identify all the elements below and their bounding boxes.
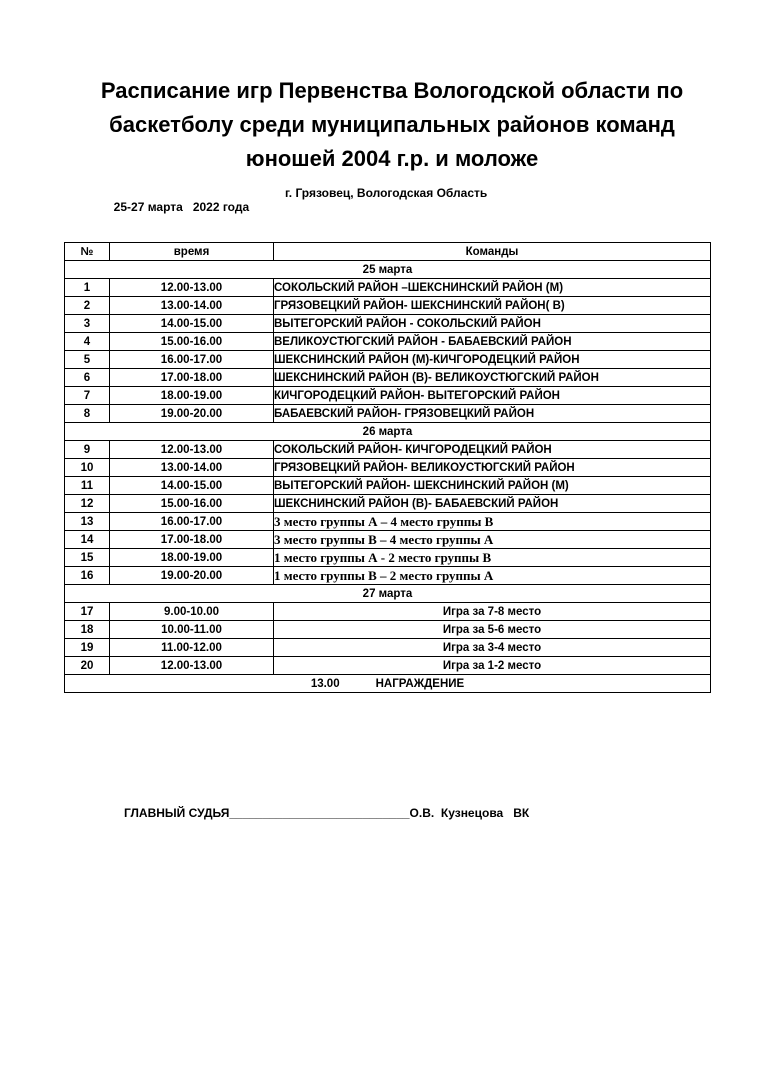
game-row	[65, 405, 711, 423]
game-teams: БАБАЕВСКИЙ РАЙОН- ГРЯЗОВЕЦКИЙ РАЙОН	[274, 405, 711, 423]
game-time: 16.00-17.00	[110, 513, 274, 531]
game-teams: ВЫТЕГОРСКИЙ РАЙОН - СОКОЛЬСКИЙ РАЙОН	[274, 315, 711, 333]
game-time: 18.00-19.00	[110, 387, 274, 405]
game-number: 1	[65, 279, 110, 297]
game-row	[65, 495, 711, 513]
game-row	[65, 477, 711, 495]
game-row	[65, 621, 711, 639]
game-time: 13.00-14.00	[110, 297, 274, 315]
game-row	[65, 333, 711, 351]
header-num: №	[65, 243, 110, 261]
game-row	[65, 279, 711, 297]
event-info	[107, 186, 488, 228]
document-title	[60, 74, 724, 176]
header-time: время	[110, 243, 274, 261]
game-time: 9.00-10.00	[110, 603, 274, 621]
game-row	[65, 639, 711, 657]
game-time: 11.00-12.00	[110, 639, 274, 657]
judge-name: О.В. Кузнецова ВК	[409, 806, 530, 820]
game-row	[65, 531, 711, 549]
game-row	[65, 603, 711, 621]
game-number: 14	[65, 531, 110, 549]
game-row	[65, 315, 711, 333]
game-number: 17	[65, 603, 110, 621]
game-time: 17.00-18.00	[110, 369, 274, 387]
game-number: 20	[65, 657, 110, 675]
game-teams: ВЕЛИКОУСТЮГСКИЙ РАЙОН - БАБАЕВСКИЙ РАЙОН	[274, 333, 711, 351]
game-number: 11	[65, 477, 110, 495]
game-teams: СОКОЛЬСКИЙ РАЙОН –ШЕКСНИНСКИЙ РАЙОН (М)	[274, 279, 711, 297]
game-row	[65, 657, 711, 675]
game-number: 16	[65, 567, 110, 585]
game-number: 5	[65, 351, 110, 369]
game-number: 12	[65, 495, 110, 513]
game-teams: 1 место группы В – 2 место группы А	[274, 567, 711, 585]
game-teams: 1 место группы А - 2 место группы В	[274, 549, 711, 567]
judge-role: ГЛАВНЫЙ СУДЬЯ	[124, 806, 230, 820]
signature-line: ___________________________	[229, 806, 410, 820]
day-heading: 26 марта	[65, 423, 711, 441]
title-line-3: юношей 2004 г.р. и моложе	[245, 146, 539, 171]
day-heading: 27 марта	[65, 585, 711, 603]
game-number: 8	[65, 405, 110, 423]
game-teams: Игра за 3-4 место	[274, 639, 711, 657]
game-number: 7	[65, 387, 110, 405]
game-row	[65, 567, 711, 585]
event-place: г. Грязовец, Вологодская Область	[285, 186, 488, 200]
award-label: НАГРАЖДЕНИЕ	[375, 677, 465, 690]
header-teams: Команды	[274, 243, 711, 261]
game-teams: 3 место группы А – 4 место группы В	[274, 513, 711, 531]
game-teams: ШЕКСНИНСКИЙ РАЙОН (В)- БАБАЕВСКИЙ РАЙОН	[274, 495, 711, 513]
game-row	[65, 459, 711, 477]
game-number: 4	[65, 333, 110, 351]
game-time: 16.00-17.00	[110, 351, 274, 369]
game-number: 10	[65, 459, 110, 477]
game-time: 12.00-13.00	[110, 279, 274, 297]
game-time: 15.00-16.00	[110, 495, 274, 513]
game-teams: ГРЯЗОВЕЦКИЙ РАЙОН- ШЕКСНИНСКИЙ РАЙОН( В)	[274, 297, 711, 315]
date-row	[65, 423, 711, 441]
game-time: 19.00-20.00	[110, 405, 274, 423]
game-row	[65, 369, 711, 387]
game-time: 19.00-20.00	[110, 567, 274, 585]
game-teams: Игра за 5-6 место	[274, 621, 711, 639]
game-teams: ШЕКСНИНСКИЙ РАЙОН (М)-КИЧГОРОДЕЦКИЙ РАЙОН	[274, 351, 711, 369]
judge-signature	[124, 806, 529, 820]
game-row	[65, 387, 711, 405]
schedule-table	[64, 242, 711, 693]
game-number: 19	[65, 639, 110, 657]
game-teams: КИЧГОРОДЕЦКИЙ РАЙОН- ВЫТЕГОРСКИЙ РАЙОН	[274, 387, 711, 405]
game-row	[65, 441, 711, 459]
title-line-2: баскетболу среди муниципальных районов команд	[109, 112, 675, 137]
game-row	[65, 513, 711, 531]
game-time: 18.00-19.00	[110, 549, 274, 567]
game-teams: 3 место группы В – 4 место группы А	[274, 531, 711, 549]
game-teams: ГРЯЗОВЕЦКИЙ РАЙОН- ВЕЛИКОУСТЮГСКИЙ РАЙОН	[274, 459, 711, 477]
game-row	[65, 351, 711, 369]
header-row	[65, 243, 711, 261]
award-row	[65, 675, 711, 693]
event-dates: 25-27 марта 2022 года	[113, 200, 250, 214]
award-cell	[65, 675, 711, 693]
game-teams: Игра за 7-8 место	[274, 603, 711, 621]
game-number: 13	[65, 513, 110, 531]
game-time: 15.00-16.00	[110, 333, 274, 351]
game-teams: ШЕКСНИНСКИЙ РАЙОН (В)- ВЕЛИКОУСТЮГСКИЙ РАЙОН	[274, 369, 711, 387]
game-time: 13.00-14.00	[110, 459, 274, 477]
game-teams: ВЫТЕГОРСКИЙ РАЙОН- ШЕКСНИНСКИЙ РАЙОН (М)	[274, 477, 711, 495]
game-teams: Игра за 1-2 место	[274, 657, 711, 675]
game-teams: СОКОЛЬСКИЙ РАЙОН- КИЧГОРОДЕЦКИЙ РАЙОН	[274, 441, 711, 459]
award-time: 13.00	[310, 677, 340, 690]
game-number: 6	[65, 369, 110, 387]
game-number: 9	[65, 441, 110, 459]
date-row	[65, 585, 711, 603]
schedule-body	[65, 243, 711, 693]
game-row	[65, 549, 711, 567]
game-time: 14.00-15.00	[110, 315, 274, 333]
game-time: 12.00-13.00	[110, 441, 274, 459]
game-number: 18	[65, 621, 110, 639]
title-line-1: Расписание игр Первенства Вологодской области по	[100, 78, 684, 103]
date-row	[65, 261, 711, 279]
game-row	[65, 297, 711, 315]
game-time: 14.00-15.00	[110, 477, 274, 495]
game-time: 17.00-18.00	[110, 531, 274, 549]
game-time: 12.00-13.00	[110, 657, 274, 675]
game-number: 2	[65, 297, 110, 315]
game-time: 10.00-11.00	[110, 621, 274, 639]
game-number: 15	[65, 549, 110, 567]
game-number: 3	[65, 315, 110, 333]
day-heading: 25 марта	[65, 261, 711, 279]
